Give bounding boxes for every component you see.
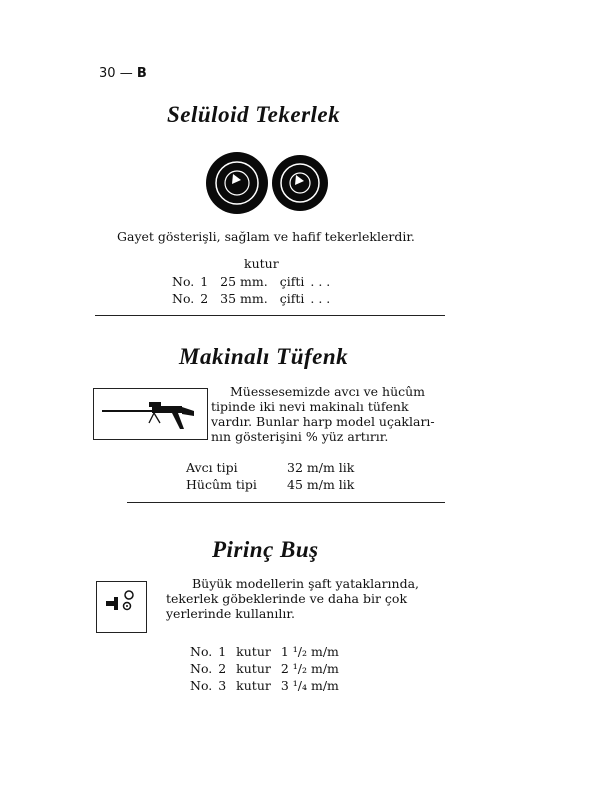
row-size: 2 ¹/₂ m/m bbox=[280, 661, 339, 676]
row-label: kutur bbox=[236, 644, 271, 659]
row-type: Avcı tipi bbox=[186, 460, 238, 475]
table-row bbox=[190, 643, 345, 660]
table-row bbox=[172, 273, 336, 290]
row-no: No. bbox=[172, 274, 195, 289]
section-divider bbox=[127, 502, 445, 503]
makinali-description bbox=[211, 384, 451, 444]
row-num: 1 bbox=[218, 644, 227, 659]
row-kind: çifti bbox=[279, 291, 305, 306]
row-size: 1 ¹/₂ m/m bbox=[280, 644, 339, 659]
row-label: kutur bbox=[236, 678, 271, 693]
table-row bbox=[190, 677, 345, 694]
row-num: 2 bbox=[200, 291, 209, 306]
row-num: 3 bbox=[218, 678, 227, 693]
page-section-letter: B bbox=[136, 66, 147, 81]
row-num: 1 bbox=[200, 274, 209, 289]
section-title-pirinc: Pirinç Buş bbox=[212, 537, 319, 562]
row-no: No. bbox=[172, 291, 195, 306]
section-title-makinali: Makinalı Tüfenk bbox=[179, 344, 349, 369]
description-line: Müessesemizde avcı ve hücûm bbox=[230, 384, 426, 399]
page-number bbox=[99, 66, 147, 81]
row-size: 32 m/m lik bbox=[287, 460, 355, 475]
row-no: No. bbox=[190, 661, 213, 676]
table-row bbox=[186, 459, 360, 476]
description-line: vardır. Bunlar harp model uçakları- bbox=[211, 414, 435, 429]
row-no: No. bbox=[190, 644, 213, 659]
seluloid-spec-table bbox=[172, 273, 336, 307]
section-divider bbox=[95, 315, 445, 316]
pirinc-description bbox=[166, 576, 456, 621]
row-num: 2 bbox=[218, 661, 227, 676]
row-no: No. bbox=[190, 678, 213, 693]
machine-gun-image bbox=[93, 388, 208, 440]
row-dots: . . . bbox=[310, 291, 331, 306]
table-row bbox=[186, 476, 360, 493]
seluloid-column-header: kutur bbox=[244, 256, 279, 271]
row-dots: . . . bbox=[310, 274, 331, 289]
row-kind: çifti bbox=[279, 274, 305, 289]
row-label: kutur bbox=[236, 661, 271, 676]
section-title-seluloid: Selüloid Tekerlek bbox=[167, 102, 341, 127]
celluloid-wheels-image bbox=[205, 150, 330, 215]
table-row bbox=[190, 660, 345, 677]
brass-bushing-image bbox=[96, 581, 147, 633]
row-size: 25 mm. bbox=[220, 274, 268, 289]
description-line: tekerlek göbeklerinde ve daha bir çok bbox=[166, 591, 408, 606]
description-line: nın gösterişini % yüz artırır. bbox=[211, 429, 389, 444]
seluloid-description: Gayet gösterişli, sağlam ve hafif tekerleklerdir. bbox=[117, 229, 415, 244]
table-row bbox=[172, 290, 336, 307]
row-type: Hücûm tipi bbox=[186, 477, 257, 492]
makinali-spec-table bbox=[186, 459, 360, 493]
row-size: 45 m/m lik bbox=[287, 477, 355, 492]
description-line: Büyük modellerin şaft yataklarında, bbox=[192, 576, 420, 591]
row-size: 3 ¹/₄ m/m bbox=[280, 678, 339, 693]
page-number-value: 30 bbox=[99, 66, 116, 81]
pirinc-spec-table bbox=[190, 643, 345, 694]
row-size: 35 mm. bbox=[220, 291, 268, 306]
description-line: tipinde iki nevi makinalı tüfenk bbox=[211, 399, 409, 414]
description-line: yerlerinde kullanılır. bbox=[166, 606, 295, 621]
page-number-sep: — bbox=[119, 66, 133, 81]
